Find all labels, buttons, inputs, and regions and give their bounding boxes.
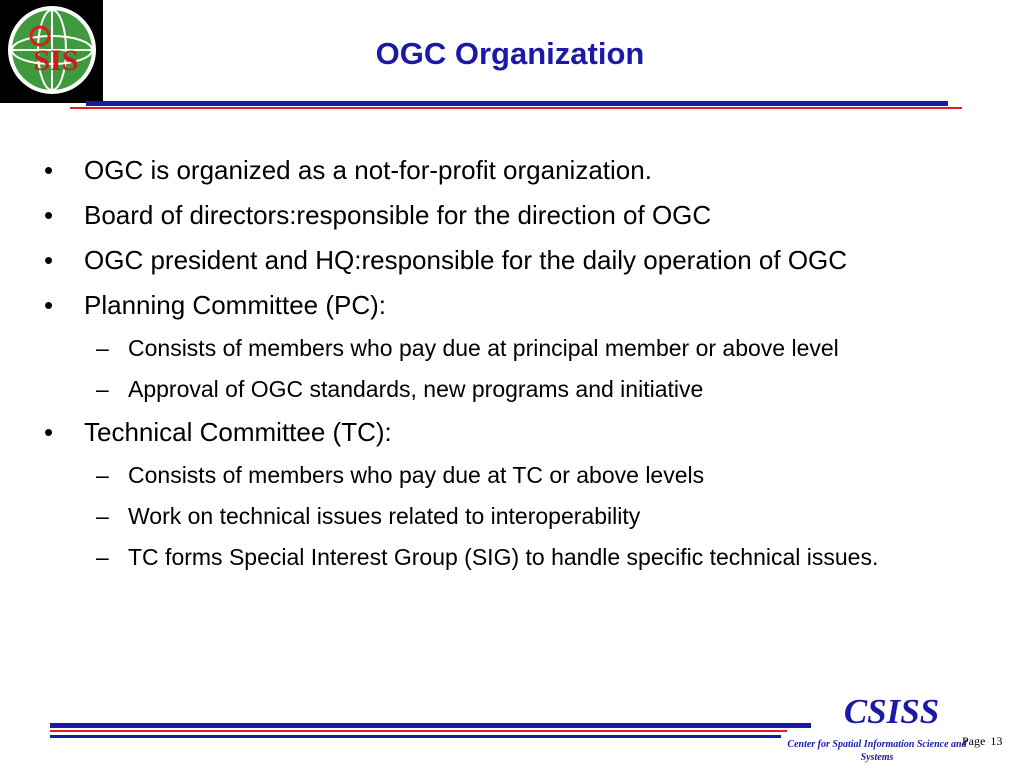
logo-text: SIS xyxy=(33,44,79,77)
footer-brand: CSISS xyxy=(843,692,940,731)
dash-mark: – xyxy=(96,335,109,361)
footer-tagline: Center for Spatial Information Science and Systems xyxy=(787,739,967,763)
bullet-text: Technical Committee (TC): xyxy=(84,417,392,447)
sub-bullet-item xyxy=(96,500,974,533)
bullet-text: Approval of OGC standards, new programs and initiative xyxy=(128,376,704,402)
footer-rule-red xyxy=(50,730,787,732)
sub-bullet-item xyxy=(96,332,974,365)
bullet-item xyxy=(44,152,974,189)
bullet-item xyxy=(44,287,974,324)
bullet-mark: • xyxy=(44,200,54,230)
page-title: OGC Organization xyxy=(375,36,645,71)
page-indicator xyxy=(962,734,1002,749)
page-number: 13 xyxy=(990,734,1003,748)
csiss-logo xyxy=(0,0,103,103)
sub-bullet-item xyxy=(96,373,974,406)
bullet-item xyxy=(44,242,974,279)
dash-mark: – xyxy=(96,462,109,488)
header-rule-red xyxy=(70,107,962,109)
globe-logo-icon xyxy=(0,0,103,103)
bullet-text: Board of directors:responsible for the direction of OGC xyxy=(84,200,712,230)
bullet-text: Consists of members who pay due at TC or above levels xyxy=(128,462,705,488)
dash-mark: – xyxy=(96,544,109,570)
footer-rule-blue xyxy=(50,723,811,728)
bullet-mark: • xyxy=(44,290,54,320)
page-label: Page xyxy=(962,734,986,748)
bullet-text: OGC president and HQ:responsible for the daily operation of OGC xyxy=(84,245,848,275)
bullet-mark: • xyxy=(44,417,54,447)
bullet-text: Work on technical issues related to interoperability xyxy=(128,503,641,529)
bullet-list xyxy=(44,152,974,582)
bullet-text: TC forms Special Interest Group (SIG) to handle specific technical issues. xyxy=(128,544,879,570)
footer-rule-blue-thin xyxy=(50,735,781,738)
bullet-text: OGC is organized as a not-for-profit organization. xyxy=(84,155,652,185)
bullet-text: Planning Committee (PC): xyxy=(84,290,386,320)
bullet-text: Consists of members who pay due at principal member or above level xyxy=(128,335,839,361)
sub-bullet-item xyxy=(96,541,974,574)
dash-mark: – xyxy=(96,376,109,402)
bullet-mark: • xyxy=(44,245,54,275)
bullet-item xyxy=(44,414,974,451)
bullet-mark: • xyxy=(44,155,54,185)
header-rule-blue xyxy=(86,101,948,106)
bullet-item xyxy=(44,197,974,234)
dash-mark: – xyxy=(96,503,109,529)
sub-bullet-item xyxy=(96,459,974,492)
